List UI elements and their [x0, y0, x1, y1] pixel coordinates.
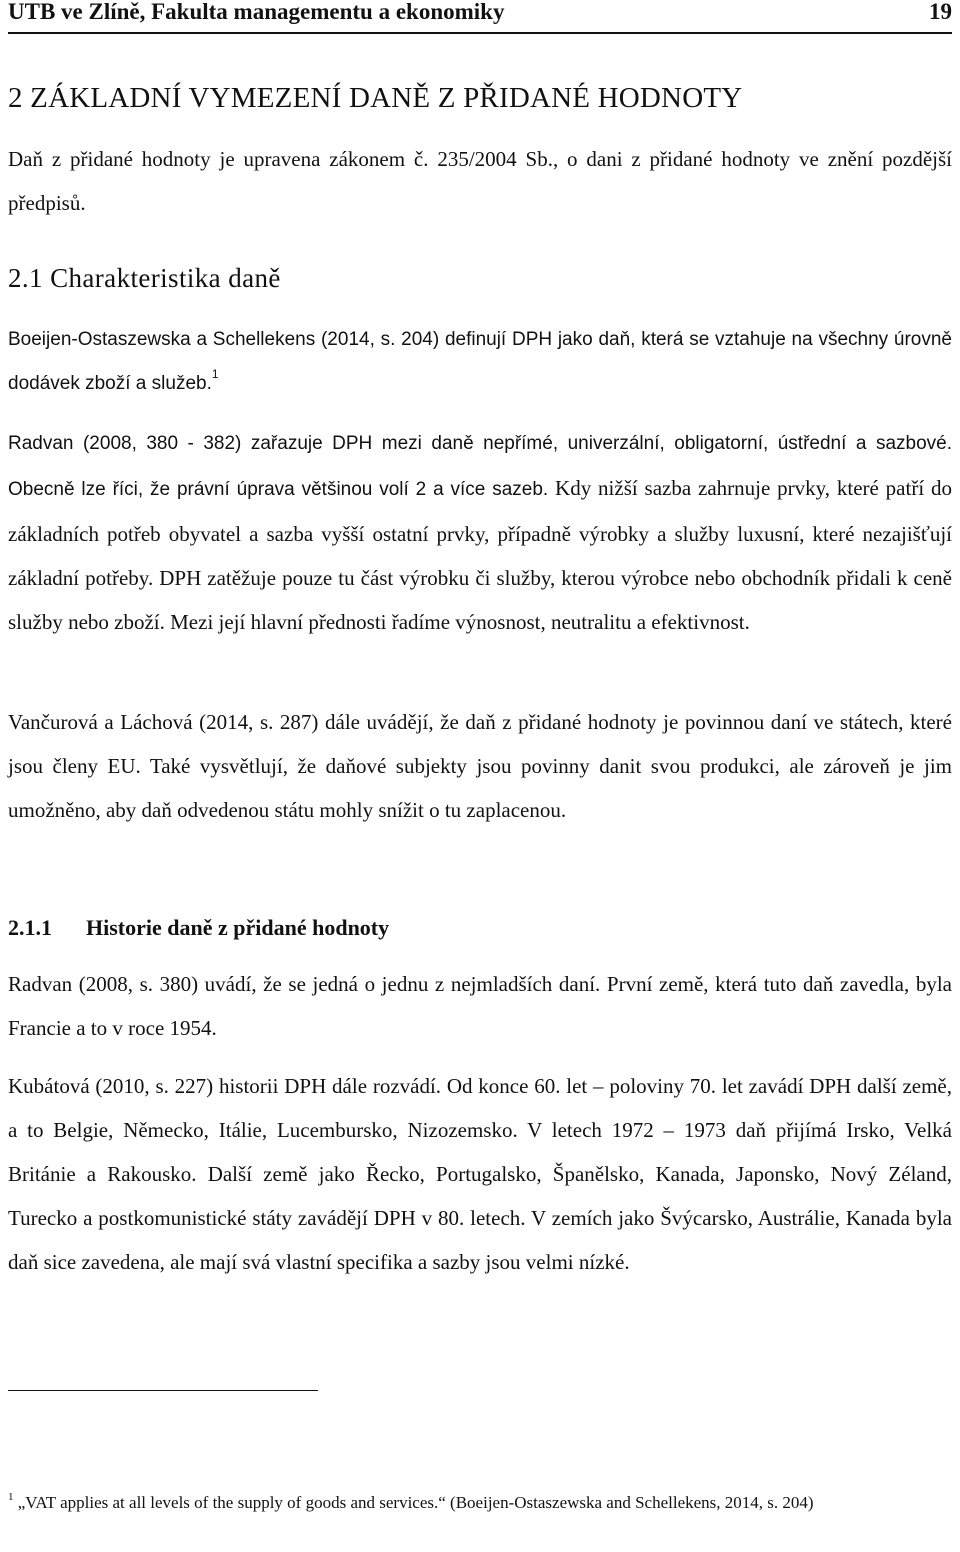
footnote-text: „VAT applies at all levels of the supply of goods and services.“ (Boeijen-Ostaszewska and Schellekens, 2014, s. 204) — [13, 1493, 814, 1512]
footnote-marker: 1 — [8, 1491, 14, 1503]
section-paragraph-1 — [8, 318, 952, 406]
section-paragraph-2-text: Kdy nižší sazba zahrnuje prvky, které patří do základních potřeb obyvatel a sazba vyšší ostatní prvky, případně výrobky a služby luxusní, které nezajišťují základní potřeby. DPH zatěžuje pouze tu část výrobku či služby, kterou výrobce nebo obchodník přidali k ceně služby nebo zboží. Mezi její hlavní přednosti řadíme výnosnost, neutralitu a efektivnost. — [8, 476, 952, 634]
subsection-title: Historie daně z přidané hodnoty — [86, 915, 390, 940]
header-rule — [8, 32, 952, 34]
subsection-paragraph-1: Radvan (2008, s. 380) uvádí, že se jedná o jednu z nejmladších daní. První země, která tuto daň zavedla, byla Francie a to v roce 1954. — [8, 972, 952, 1040]
running-header — [8, 0, 952, 28]
subsection-heading — [8, 910, 389, 946]
section-paragraph-2-sans-text: Radvan (2008, 380 - 382) zařazuje DPH mezi daně nepřímé, univerzální, obligatorní, ústřední a sazbové. Obecně lze říci, že právní úprava většinou volí 2 a více sazeb. — [8, 433, 952, 500]
subsection-number: 2.1.1 — [8, 915, 52, 940]
header-title: UTB ve Zlíně, Fakulta managementu a ekonomiky — [8, 0, 505, 24]
section-paragraph-1-text: Boeijen-Ostaszewska a Schellekens (2014, s. 204) definují DPH jako daň, která se vztahuje na všechny úrovně dodávek zboží a služeb. — [8, 329, 952, 394]
chapter-heading: 2 ZÁKLADNÍ VYMEZENÍ DANĚ Z PŘIDANÉ HODNOTY — [8, 82, 743, 114]
footnote-reference: 1 — [211, 367, 219, 381]
chapter-intro-paragraph: Daň z přidané hodnoty je upravena zákonem č. 235/2004 Sb., o dani z přidané hodnoty ve znění pozdější předpisů. — [8, 147, 952, 215]
section-paragraph-3: Vančurová a Láchová (2014, s. 287) dále uvádějí, že daň z přidané hodnoty je povinnou daní ve státech, které jsou členy EU. Také vysvětlují, že daňové subjekty jsou povinny danit svou produkci, ale zároveň je jim umožněno, aby daň odvedenou státu mohly snížit o tu zaplacenou. — [8, 710, 952, 822]
footnote — [8, 1486, 952, 1520]
footnote-separator — [8, 1390, 318, 1391]
page-number: 19 — [929, 0, 952, 24]
subsection-paragraph-2: Kubátová (2010, s. 227) historii DPH dále rozvádí. Od konce 60. let – poloviny 70. let zavádí DPH další země, a to Belgie, Německo, Itálie, Lucembursko, Nizozemsko. V letech 1972 – 1973 daň přijímá Irsko, Velká Británie a Rakousko. Další země jako Řecko, Portugalsko, Španělsko, Kanada, Japonsko, Nový Zéland, Turecko a postkomunistické státy zavádějí DPH v 80. letech. V zemích jako Švýcarsko, Austrálie, Kanada byla daň sice zavedena, ale mají svá vlastní specifika a sazby jsou velmi nízké. — [8, 1074, 952, 1274]
section-paragraph-2 — [8, 420, 952, 644]
section-heading: 2.1 Charakteristika daně — [8, 263, 281, 293]
